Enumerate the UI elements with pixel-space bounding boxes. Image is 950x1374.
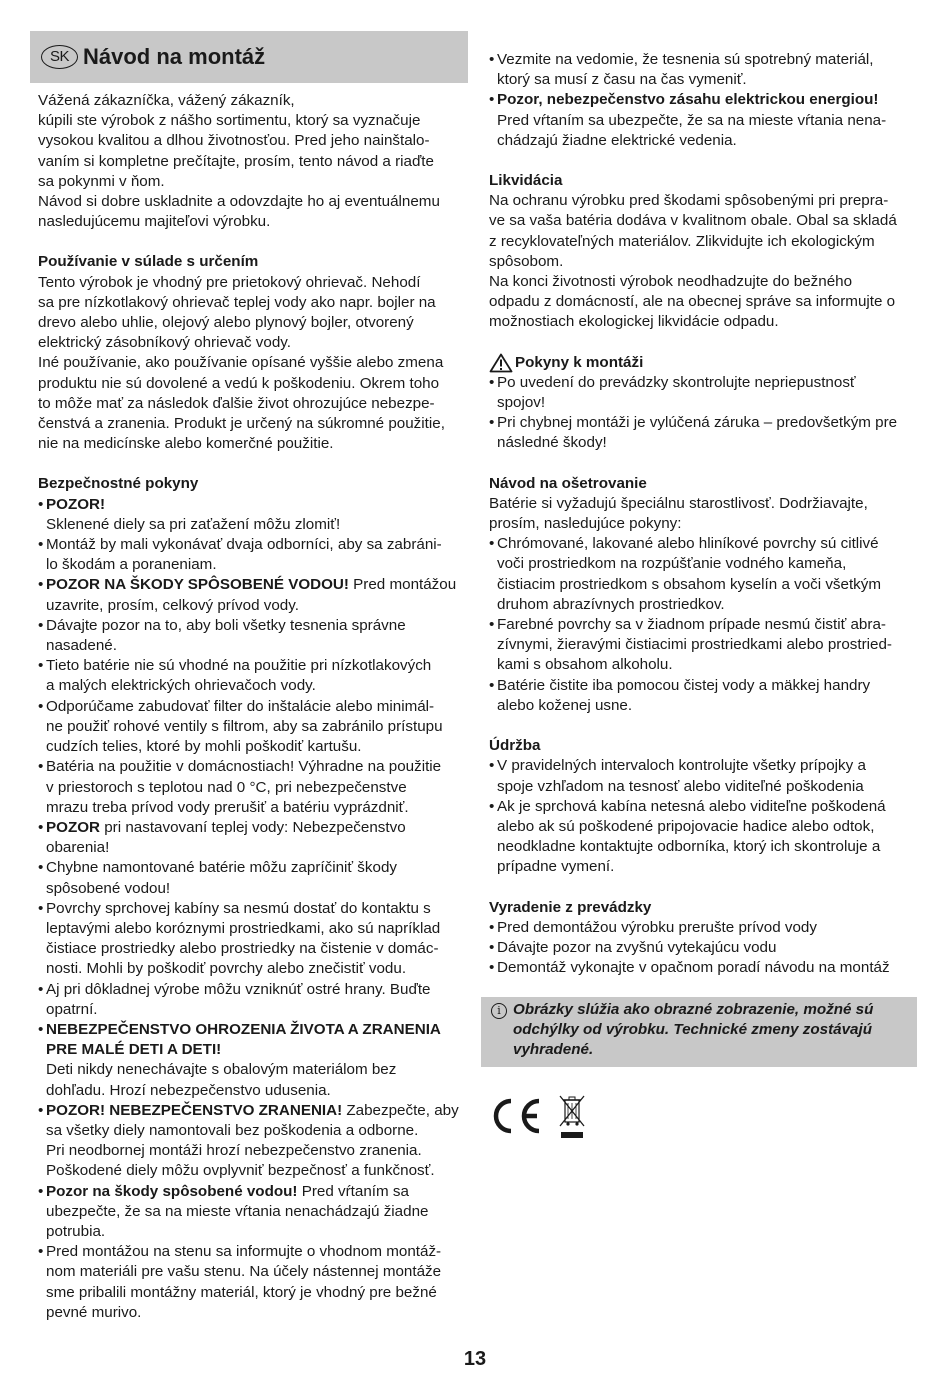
care-paragraph	[481, 494, 921, 534]
text-line: prípadne vymení.	[497, 858, 615, 876]
disclaimer-text	[513, 1000, 908, 1061]
list-item	[30, 1101, 470, 1182]
text-line: ve sa vaša batéria dodáva v kvalitnom obale. Obal sa skladá	[489, 212, 897, 230]
list-item	[30, 616, 470, 656]
page-title: Návod na montáž	[83, 43, 266, 69]
text-line: neodkladne kontaktujte odborníka, ktorý ich skontroluje a	[497, 838, 881, 856]
list-item	[30, 899, 470, 980]
list-item	[30, 757, 470, 818]
disclaimer-box	[481, 997, 917, 1067]
safety-list-continued	[481, 50, 921, 151]
text-line: z recyklovateľných materiálov. Zlikvidujte ich ekologickým	[489, 232, 875, 250]
text-line: spôsobom.	[489, 252, 564, 270]
text-line: Na konci životnosti výrobok neodhadzujte do bežného	[489, 273, 853, 291]
text-line: pevné murivo.	[46, 1303, 142, 1321]
text-line: možnostiach ekologickej likvidácie odpadu.	[489, 313, 779, 331]
list-item	[30, 656, 470, 696]
text-line: nasadené.	[46, 637, 117, 655]
text-line: • V pravidelných intervaloch kontrolujte všetky prípojky a	[497, 757, 866, 775]
text-line: • Vezmite na vedomie, že tesnenia sú spotrebný materiál,	[497, 51, 874, 68]
text-line: Obrázky slúžia ako obrazné zobrazenie, možné sú	[513, 1001, 874, 1018]
warning-triangle-icon	[489, 353, 513, 373]
text-line: následné škody!	[497, 434, 607, 452]
list-item	[30, 1182, 470, 1243]
text-line: v priestoroch s teplotou nad 0 °C, pri nebezpečenstve	[46, 778, 407, 796]
text-line: • Aj pri dôkladnej výrobe môžu vzniknúť ostré hrany. Buďte	[46, 980, 431, 998]
text-line: • Montáž by mali vykonávať dvaja odborníci, aby sa zabráni-	[46, 536, 442, 554]
list-item	[30, 697, 470, 758]
text-line: • Povrchy sprchovej kabíny sa nesmú dostať do kontaktu s	[46, 899, 431, 917]
bold-lead: NEBEZPEČENSTVO OHROZENIA ŽIVOTA A ZRANENIA PRE MALÉ DETI A DETI!	[46, 1020, 441, 1059]
text-line: chádzajú žiadne elektrické vedenia.	[497, 131, 737, 149]
bold-lead: POZOR NA ŠKODY SPÔSOBENÉ VODOU!	[46, 576, 349, 594]
text-line: drevo alebo uhlie, olejový alebo plynový bojler, otvorený	[38, 314, 414, 332]
language-badge: SK	[41, 45, 78, 69]
text-line: vaním si kompletne prečítajte, prosím, tento návod a riaďte	[38, 152, 434, 170]
text-line: • Ak je sprchová kabína netesná alebo viditeľne poškodená	[497, 797, 886, 815]
text-line: • Pred demontážou výrobku prerušte prívod vody	[497, 918, 817, 936]
text-line: Pri neodbornej montáži hrozí nebezpečenstvo zranenia.	[46, 1142, 422, 1160]
list-item	[481, 676, 921, 716]
text-line: obarenia!	[46, 839, 110, 857]
list-item	[481, 797, 921, 878]
text-line: opatrní.	[46, 1000, 98, 1018]
maintenance-heading: Údržba	[489, 737, 541, 755]
text-line: ne použiť rohové ventily s filtrom, aby sa zabránilo prístupu	[46, 717, 443, 735]
text-line: Sklenené diely sa pri zaťažení môžu zlomiť!	[46, 515, 341, 533]
text-line: Batérie si vyžadujú špeciálnu starostlivosť. Dodržiavajte,	[489, 494, 868, 512]
text-line: spoje vzhľadom na tesnosť alebo viditeľné poškodenia	[497, 777, 864, 795]
text-line: to môže mať za následok ďalšie život ohrozujúce nebezpe-	[38, 394, 435, 412]
text-line: lo škodám a poraneniam.	[46, 556, 217, 574]
left-column	[30, 91, 470, 1323]
text-line: Pred vŕtaním sa	[297, 1182, 409, 1200]
text-line: pri nastavovaní teplej vody: Nebezpečenstvo	[100, 818, 406, 836]
list-item	[30, 495, 470, 535]
text-line: voči prostriedkom na rozpúšťanie vodného kameňa,	[497, 555, 847, 573]
disposal-heading: Likvidácia	[489, 172, 563, 190]
text-line: ktorý sa musí z času na čas vymeniť.	[497, 71, 747, 89]
text-line: leptavými alebo koróznymi prostriedkami, ako sú napríklad	[46, 919, 441, 937]
decommission-list	[481, 918, 921, 979]
text-line: • Po uvedení do prevádzky skontrolujte nepriepustnosť	[497, 373, 856, 391]
safety-heading: Bezpečnostné pokyny	[38, 475, 199, 493]
text-line: vyhradené.	[513, 1041, 594, 1059]
list-item	[481, 534, 921, 615]
text-line: • Dávajte pozor na to, aby boli všetky tesnenia správne	[46, 616, 406, 634]
text-line: Pred vŕtaním sa ubezpečte, že sa na mieste vŕtania nena-	[497, 111, 887, 129]
text-line: potrubia.	[46, 1222, 106, 1240]
section-header	[30, 31, 468, 83]
mounting-heading	[481, 353, 921, 373]
text-line: Návod si dobre uskladnite a odovzdajte ho aj eventuálnemu	[38, 193, 440, 211]
page-number: 13	[463, 1348, 487, 1370]
text-line: alebo ak sú poškodené pripojovacie hadice alebo odtok,	[497, 817, 875, 835]
text-line: alebo koženej usne.	[497, 696, 633, 714]
right-column	[481, 50, 921, 978]
text-line: Pred montážou	[348, 576, 457, 594]
text-line: druhom abrazívnych prostriedkov.	[497, 595, 725, 613]
bold-lead: POZOR	[46, 818, 101, 836]
care-heading: Návod na ošetrovanie	[489, 474, 647, 492]
text-line: spojov!	[497, 394, 546, 412]
bold-lead: POZOR!	[46, 495, 106, 513]
text-line: sa všetky diely namontovali bez poškodenia a odborne.	[46, 1121, 419, 1139]
text-line: cudzích telies, ktoré by mohli poškodiť kartušu.	[46, 738, 362, 756]
text-line: • Dávajte pozor na zvyšnú vytekajúcu vodu	[497, 938, 777, 956]
mounting-list	[481, 373, 921, 454]
usage-heading: Používanie v súlade s určením	[38, 253, 259, 271]
text-line: • Farebné povrchy sa v žiadnom prípade nesmú čistiť abra-	[497, 616, 886, 634]
usage-paragraph	[30, 273, 470, 455]
bold-lead: POZOR! NEBEZPEČENSTVO ZRANENIA!	[46, 1101, 343, 1119]
text-line: • Odporúčame zabudovať filter do inštalácie alebo minimál-	[46, 697, 435, 715]
weee-crossed-bin-icon	[557, 1094, 587, 1142]
text-line: kami s obsahom alkoholu.	[497, 656, 673, 674]
list-item	[30, 980, 470, 1020]
text-line: sa pre nízkotlakový ohrievač teplej vody ako napr. bojler na	[38, 293, 436, 311]
text-line: • Pri chybnej montáži je vylúčená záruka – predovšetkým pre	[497, 414, 898, 432]
list-item	[30, 818, 470, 858]
decommission-heading: Vyradenie z prevádzky	[489, 898, 652, 916]
text-line: • Batérie čistite iba pomocou čistej vody a mäkkej handry	[497, 676, 871, 694]
text-line: • Pred montážou na stenu sa informujte o vhodnom montáž-	[46, 1243, 442, 1261]
text-line: prosím, nasledujúce pokyny:	[489, 515, 682, 533]
text-line: odpadu z domácností, ale na obecnej správe sa informujte o	[489, 293, 896, 311]
text-line: produktu nie sú dovolené a vedú k poškodeniu. Okrem toho	[38, 374, 440, 392]
text-line: • Tieto batérie nie sú vhodné na použitie pri nízkotlakových	[46, 657, 432, 675]
text-line: Vážená zákazníčka, vážený zákazník,	[38, 92, 295, 109]
text-line: Na ochranu výrobku pred škodami spôsobenými pri prepra-	[489, 192, 889, 210]
text-line: kúpili ste výrobok z nášho sortimentu, ktorý sa vyznačuje	[38, 112, 421, 130]
text-line: mrazu treba prívod vody prerušiť a batériu vyprázdniť.	[46, 798, 409, 816]
text-line: nom materiáli pre vašu stenu. Na účely nástennej montáže	[46, 1263, 442, 1281]
list-item	[481, 918, 921, 938]
mounting-heading-label: Pokyny k montáži	[515, 353, 644, 371]
text-line: • Batéria na použitie v domácnostiach! Výhradne na použitie	[46, 758, 442, 776]
text-line: uzavrite, prosím, celkový prívod vody.	[46, 596, 299, 614]
list-item	[481, 938, 921, 958]
text-line: ubezpečte, že sa na mieste vŕtania nenachádzajú žiadne	[46, 1202, 429, 1220]
info-icon: i	[491, 1003, 507, 1019]
list-item	[481, 756, 921, 796]
text-line: • Chybne namontované batérie môžu zapríčiniť škody	[46, 859, 397, 877]
text-line: • Chrómované, lakované alebo hliníkové povrchy sú citlivé	[497, 535, 879, 553]
ce-mark-icon	[487, 1094, 543, 1138]
list-item	[30, 575, 470, 615]
text-line: a malých elektrických ohrievačoch vody.	[46, 677, 316, 695]
text-line: spôsobené vodou!	[46, 879, 171, 897]
text-line: dohľadu. Hrozí nebezpečenstvo udusenia.	[46, 1081, 331, 1099]
text-line: • Demontáž vykonajte v opačnom poradí návodu na montáž	[497, 959, 890, 977]
text-line: nie na medicínske alebo komerčné použitie.	[38, 435, 334, 453]
list-item	[481, 373, 921, 413]
maintenance-list	[481, 756, 921, 877]
text-line: Deti nikdy nenechávajte s obalovým materiálom bez	[46, 1061, 397, 1079]
text-line: nasledujúcemu majiteľovi výrobku.	[38, 213, 271, 231]
bold-lead: Pozor na škody spôsobené vodou!	[46, 1182, 298, 1200]
safety-list	[30, 495, 470, 1323]
text-line: Poškodené diely môžu ovplyvniť bezpečnosť a funkčnosť.	[46, 1162, 435, 1180]
text-line: odchýlky od výrobku. Technické zmeny zostávajú	[513, 1021, 872, 1039]
list-item	[30, 1242, 470, 1323]
text-line: nosti. Mohli by poškodiť povrchy alebo znečistiť vodu.	[46, 960, 407, 978]
text-line: sa pokynmi v ňom.	[38, 172, 165, 190]
text-line: čistiacim prostriedkom s obsahom kyselín a voči všetkým	[497, 575, 882, 593]
text-line: vysokou kvalitou a dlhou životnosťou. Pred jeho nainštalo-	[38, 132, 430, 150]
text-line: elektrický zásobníkový ohrievač vody.	[38, 334, 291, 352]
text-line: čistiace prostriedky alebo prostriedky na čistenie v domác-	[46, 940, 439, 958]
care-list	[481, 534, 921, 716]
list-item	[481, 413, 921, 453]
list-item	[481, 50, 921, 90]
list-item	[481, 958, 921, 978]
list-item	[30, 1020, 470, 1101]
bold-lead: Pozor, nebezpečenstvo zásahu elektrickou energiou!	[497, 91, 879, 109]
text-line: sme pribalili montážny materiál, ktorý je vhodný pre bežné	[46, 1283, 437, 1301]
certification-marks	[487, 1094, 587, 1142]
disposal-paragraph	[481, 191, 921, 332]
list-item	[30, 858, 470, 898]
text-line: zívnymi, žieravými čistiacimi prostriedkami alebo prostried-	[497, 636, 892, 654]
text-line: Zabezpečte, aby	[342, 1101, 459, 1119]
list-item	[481, 90, 921, 151]
list-item	[481, 615, 921, 676]
text-line: Iné používanie, ako používanie opísané vyššie alebo zmena	[38, 354, 444, 372]
text-line: čenstvá a zranenia. Produkt je určený na súkromné použitie,	[38, 415, 445, 433]
intro-paragraph	[30, 91, 470, 232]
text-line: Tento výrobok je vhodný pre prietokový ohrievač. Nehodí	[38, 273, 421, 291]
list-item	[30, 535, 470, 575]
